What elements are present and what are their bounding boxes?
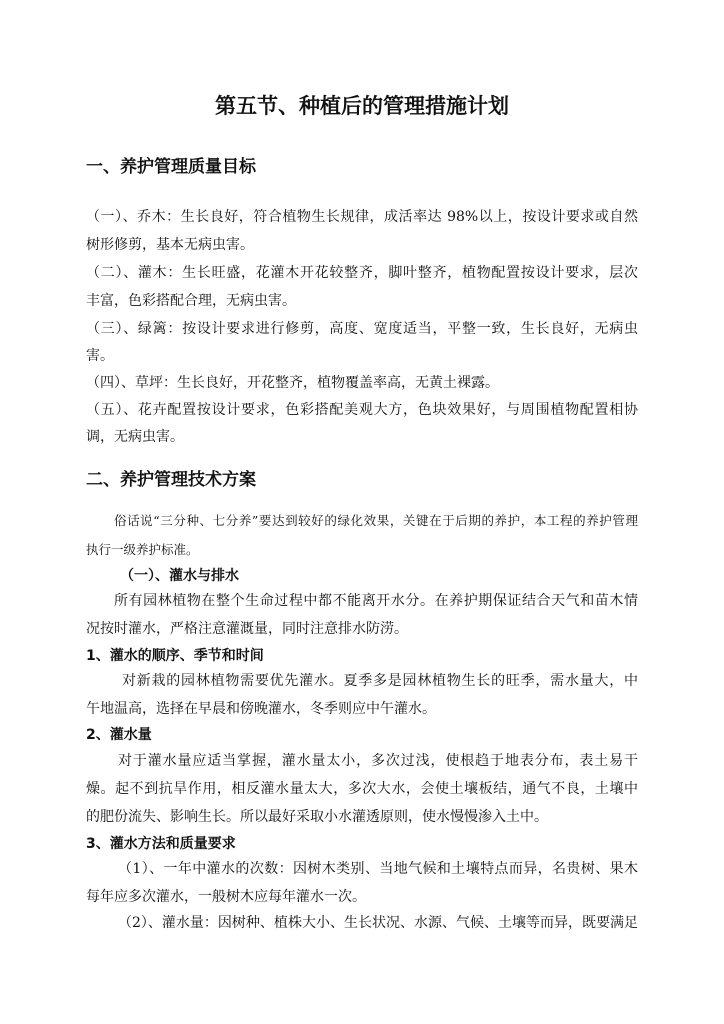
text-line: （一）、乔木：生长良好，符合植物生长规律，成活率达 98%以上，按设计要求或自然 bbox=[86, 209, 638, 225]
text-line: 燥。起不到抗旱作用，相反灌水量太大，多次大水，会使土壤板结，通气不良，土壤中 bbox=[86, 781, 638, 797]
text-line: 俗话说“三分种、七分养”要达到较好的绿化效果，关键在于后期的养护，本工程的养护管理 bbox=[114, 513, 638, 528]
section2-heading: 二、养护管理技术方案 bbox=[86, 470, 256, 490]
section1-heading: 一、养护管理质量目标 bbox=[86, 157, 256, 177]
text-line: 丰富，色彩搭配合理，无病虫害。 bbox=[86, 293, 296, 309]
page-title: 第五节、种植后的管理措施计划 bbox=[215, 94, 509, 118]
text-line: （五）、花卉配置按设计要求，色彩搭配美观大方，色块效果好，与周围植物配置相协 bbox=[86, 402, 638, 418]
subsection-heading: （一）、灌水与排水 bbox=[120, 568, 239, 584]
text-line: 树形修剪，基本无病虫害。 bbox=[86, 237, 254, 253]
text-line: 每年应多次灌水，一般树木应每年灌水一次。 bbox=[86, 889, 366, 905]
subsection-heading: 1、灌水的顺序、季节和时间 bbox=[86, 648, 264, 664]
text-line: 对新栽的园林植物需要优先灌水。夏季多是园林植物生长的旺季，需水量大，中 bbox=[122, 673, 638, 689]
text-line: （二）、灌木：生长旺盛，花灌木开花较整齐，脚叶整齐，植物配置按设计要求，层次 bbox=[86, 265, 638, 281]
text-line: 害。 bbox=[86, 348, 114, 364]
text-line: 所有园林植物在整个生命过程中都不能离开水分。在养护期保证结合天气和苗木情 bbox=[114, 593, 638, 609]
text-line: 执行一级养护标准。 bbox=[86, 542, 199, 557]
text-line: 午地温高，选择在早晨和傍晚灌水，冬季则应中午灌水。 bbox=[86, 701, 436, 717]
text-line: （1）、一年中灌水的次数：因树木类别、当地气候和土壤特点而异，名贵树、果木 bbox=[118, 861, 638, 877]
subsection-heading: 3、灌水方法和质量要求 bbox=[86, 836, 236, 852]
text-line: 况按时灌水，严格注意灌溉量，同时注意排水防涝。 bbox=[86, 621, 408, 637]
text-line: 对于灌水量应适当掌握，灌水量太小，多次过浅，使根趋于地表分布，表土易干 bbox=[118, 753, 638, 769]
text-line: （三）、绿篱：按设计要求进行修剪，高度、宽度适当，平整一致，生长良好，无病虫 bbox=[86, 321, 638, 337]
text-line: （2）、灌水量：因树种、植株大小、生长状况、水源、气候、土壤等而异，既要满足 bbox=[118, 915, 638, 931]
text-line: 的肥份流失、影响生长。所以最好采取小水灌透原则，使水慢慢渗入土中。 bbox=[86, 809, 548, 825]
subsection-heading: 2、灌水量 bbox=[86, 727, 152, 743]
text-line: （四）、草坪：生长良好，开花整齐，植物覆盖率高，无黄土裸露。 bbox=[86, 375, 499, 391]
text-line: 调，无病虫害。 bbox=[86, 429, 184, 445]
